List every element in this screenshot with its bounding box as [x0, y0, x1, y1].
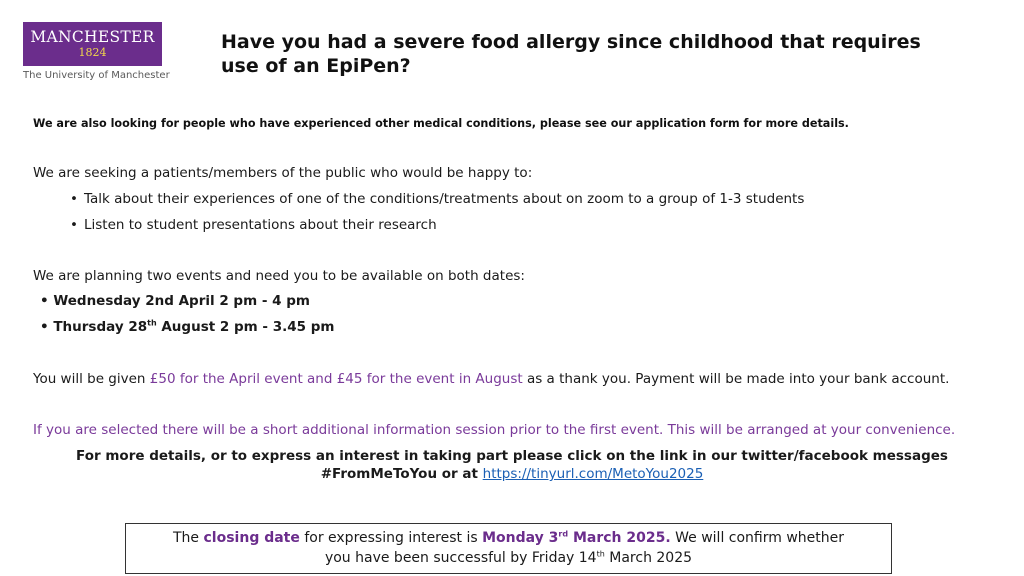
logo-subtitle: The University of Manchester — [23, 70, 170, 81]
hashtag-text: #FromMeToYou or at — [320, 466, 483, 482]
closing-line1 — [126, 528, 891, 548]
seeking-intro: We are seeking a patients/members of the public who would be happy to: — [33, 165, 533, 181]
more-details-line2 — [0, 465, 1024, 483]
logo-badge — [23, 22, 162, 66]
payment-post: as a thank you. Payment will be made into your bank account. — [522, 371, 950, 387]
university-logo — [23, 22, 170, 81]
confirm-date-month: March 2025 — [604, 550, 693, 566]
closing-date-day: Monday 3 — [482, 530, 559, 546]
bullet-text: Listen to student presentations about their research — [84, 217, 437, 233]
tinyurl-link[interactable]: https://tinyurl.com/MetoYou2025 — [482, 466, 704, 482]
event-date-2: • Thursday 28th August 2 pm - 3.45 pm — [40, 318, 335, 335]
closing-date-month: March 2025. — [568, 530, 671, 546]
closing-line2 — [126, 548, 891, 568]
headline: Have you had a severe food allergy since childhood that requires use of an EpiPen? — [221, 31, 921, 77]
payment-amounts: £50 for the April event and £45 for the event in August — [149, 371, 523, 387]
ordinal-suffix: th — [596, 549, 605, 559]
confirm-text: you have been successful by Friday 14 — [324, 550, 597, 566]
event-date-2-text: Thursday 28 — [53, 319, 148, 335]
logo-year: 1824 — [78, 46, 107, 59]
closing-date-box — [125, 523, 892, 574]
more-details — [0, 447, 1024, 483]
closing-post: We will confirm whether — [670, 530, 844, 546]
closing-date-label: closing date — [203, 530, 300, 546]
event-date-1: • Wednesday 2nd April 2 pm - 4 pm — [40, 293, 310, 309]
more-details-line1: For more details, or to express an interest in taking part please click on the link in our twitter/facebook messages — [76, 448, 948, 464]
ordinal-suffix: rd — [558, 529, 569, 539]
info-session-text: If you are selected there will be a short additional information session prior to the first event. This will be arranged at your convenience. — [33, 422, 956, 438]
other-conditions-note: We are also looking for people who have experienced other medical conditions, please see our application form for more details. — [33, 117, 849, 130]
events-intro: We are planning two events and need you to be available on both dates: — [33, 268, 525, 284]
event-date-2-time: August 2 pm - 3.45 pm — [156, 319, 335, 335]
closing-mid: for expressing interest is — [299, 530, 483, 546]
logo-name: MANCHESTER — [30, 28, 155, 46]
payment-pre: You will be given — [33, 371, 150, 387]
event-date-1-text: Wednesday 2nd April 2 pm - 4 pm — [53, 293, 310, 309]
closing-pre: The — [173, 530, 204, 546]
list-item — [70, 217, 437, 233]
list-item — [70, 191, 804, 207]
ordinal-suffix: th — [147, 318, 157, 328]
bullet-icon: • — [70, 217, 78, 233]
bullet-text: Talk about their experiences of one of the conditions/treatments about on zoom to a group of 1-3 students — [84, 191, 805, 207]
bullet-icon: • — [70, 191, 78, 207]
payment-text — [33, 371, 949, 387]
closing-date-value — [482, 530, 671, 546]
